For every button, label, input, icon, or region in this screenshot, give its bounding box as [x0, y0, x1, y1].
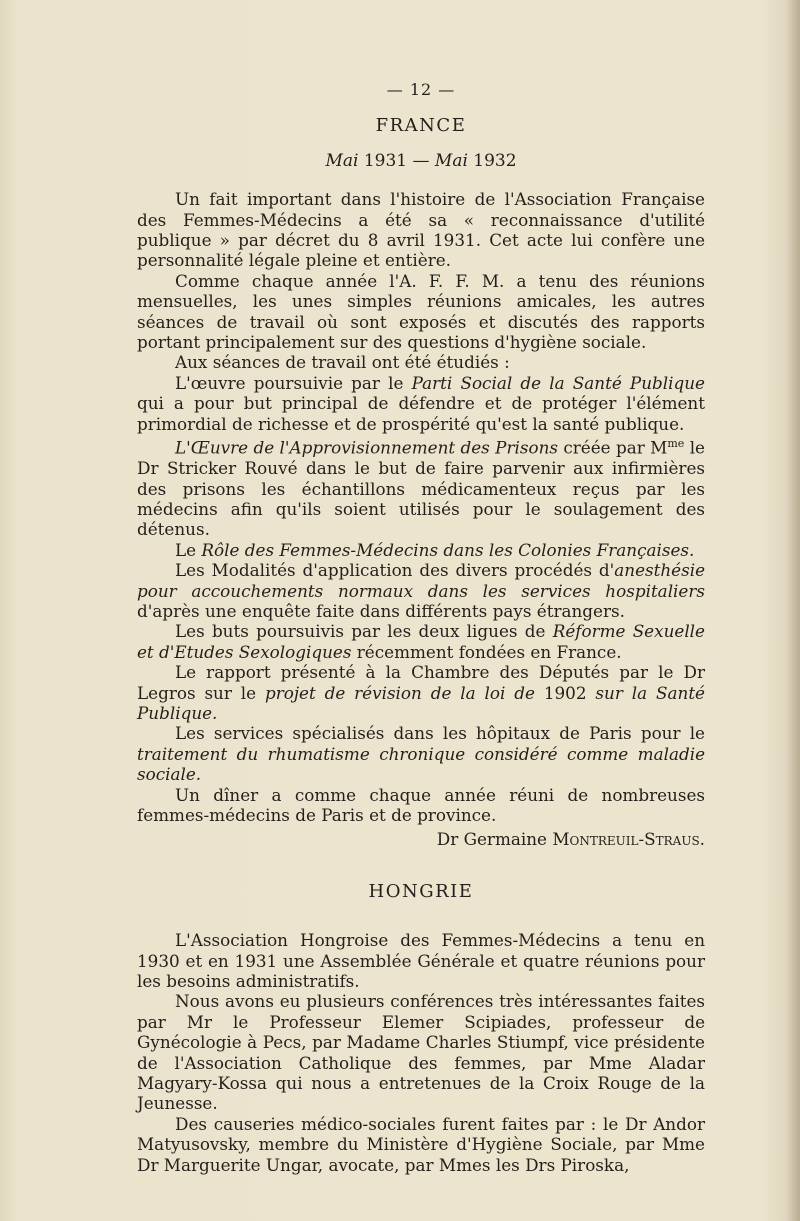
signature-prefix: Dr Germaine: [436, 829, 553, 850]
text-run: d'après une enquête faite dans différents pays étrangers.: [137, 600, 625, 621]
paragraph: [137, 540, 705, 560]
text-column: [137, 80, 705, 1175]
paragraph: Un fait important dans l'histoire de l'Association Française des Femmes-Médecins a été sa « reconnaissance d'utilité publique » par décret du 8 avril 1931. Cet acte lui confère une personnalité légale pleine et entière.: [137, 189, 705, 271]
text-run: Le rapport présenté à la Chambre des Députés par le Dr Legros sur le: [137, 662, 705, 703]
text-run: Le: [175, 539, 202, 560]
paragraph: Un dîner a comme chaque année réuni de nombreuses femmes-médecins de Paris et de province.: [137, 784, 705, 825]
signature-name: Montreuil-Straus.: [552, 829, 705, 850]
text-run: Les Modalités d'application des divers procédés d': [175, 560, 615, 581]
paragraph: Aux séances de travail ont été étudiés :: [175, 352, 510, 373]
text-run: le Dr Stricker Rouvé dans le but de faire parvenir aux infirmières des prisons les échantillons médicamenteux reçus par les médecins afin qu'ils soient utilisés pour le soulagement des détenus.: [137, 437, 705, 540]
italic-title: sur la Santé Publique.: [137, 682, 705, 723]
section-hongrie: [137, 882, 705, 1175]
italic-title: projet de révision de la loi de: [264, 682, 535, 703]
text-run: L'œuvre poursuivie par le: [175, 372, 412, 393]
text-run: qui a pour but principal de défendre et de protéger l'élément primordial de richesse et de prospérité qu'est la santé publique.: [137, 393, 705, 434]
italic-title: Rôle des Femmes-Médecins dans les Colonies Françaises.: [201, 539, 695, 560]
text-run: créée par M: [558, 437, 668, 458]
text-run: Les services spécialisés dans les hôpitaux de Paris pour le: [175, 723, 705, 744]
paragraph: [137, 662, 705, 723]
heading-hongrie: HONGRIE: [368, 880, 474, 902]
date-dash: —: [412, 150, 430, 171]
italic-title: anesthésie pour accouchements normaux dans les services hospitaliers: [137, 560, 705, 601]
date-start-year: 1931: [363, 150, 408, 171]
paragraph: [137, 434, 705, 540]
text-run: Les buts poursuivis par les deux ligues de: [175, 621, 553, 642]
paragraph: [137, 560, 705, 621]
paragraph: Des causeries médico-sociales furent faites par : le Dr Andor Matyusovsky, membre du Ministère d'Hygiène Sociale, par Mme Dr Marguerite Ungar, avocate, par Mmes les Drs Piroska,: [137, 1113, 705, 1175]
paragraph: [137, 723, 705, 784]
paragraph: Nous avons eu plusieurs conférences très intéressantes faites par Mr le Professeur Elemer Scipiades, professeur de Gynécologie à Pecs, par Madame Charles Stiumpf, vice présidente de l'Association Catholique des femmes, par Mme Aladar Magyary-Kossa qui nous a entretenues de la Croix Rouge de la Jeunesse.: [137, 991, 705, 1114]
page-number: — 12 —: [386, 80, 456, 99]
text-run: récemment fondées en France.: [351, 641, 622, 662]
paragraph: [137, 373, 705, 434]
italic-title: traitement du rhumatisme chronique considéré comme maladie sociale.: [137, 743, 705, 785]
superscript: me: [667, 437, 685, 451]
paragraph: L'Association Hongroise des Femmes-Médecins a tenu en 1930 et en 1931 une Assemblée Générale et quatre réunions pour les besoins administratifs.: [137, 930, 705, 992]
signature: [137, 829, 705, 849]
italic-title: Parti Social de la Santé Publique: [411, 372, 705, 393]
date-range: [137, 151, 705, 171]
section-france: [137, 116, 705, 849]
paragraph: Comme chaque année l'A. F. F. M. a tenu des réunions mensuelles, les unes simples réunions amicales, les autres séances de travail où sont exposés et discutés des rapports portant principalement sur des questions d'hygiène sociale.: [137, 270, 705, 353]
paragraph: [137, 621, 705, 662]
heading-france: FRANCE: [375, 115, 467, 137]
date-end-month: Mai: [434, 150, 468, 171]
text-run: 1902: [534, 682, 596, 703]
date-start-month: Mai: [325, 150, 359, 171]
date-end-year: 1932: [473, 150, 517, 171]
italic-title: L'Œuvre de l'Approvisionnement des Prisons: [175, 437, 558, 458]
page-edge-shadow: [786, 0, 800, 1221]
italic-title: Réforme Sexuelle et d'Etudes Sexologiques: [137, 621, 705, 662]
